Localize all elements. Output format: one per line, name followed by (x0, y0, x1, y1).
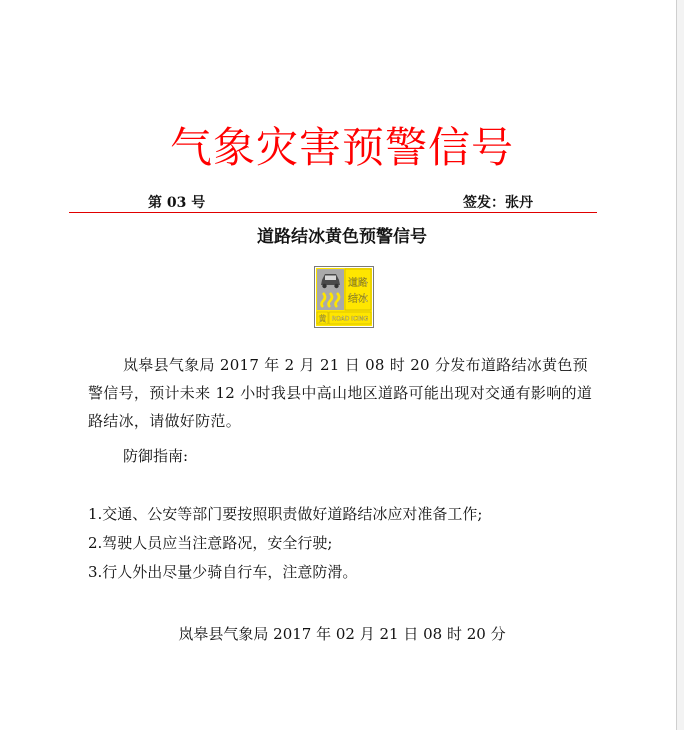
guide-item: 3.行人外出尽量少骑自行车，注意防滑。 (88, 563, 358, 581)
document-signer: 签发：张丹 (463, 195, 533, 211)
icon-label-mid: 结冰 (348, 294, 368, 305)
road-icing-yellow-icon (314, 266, 374, 328)
document-number: 第 03 号 (148, 195, 206, 211)
guide-label: 防御指南: (123, 447, 189, 465)
footer-signature: 岚皋县气象局 2017 年 02 月 21 日 08 时 20 分 (178, 625, 506, 643)
icon-label-top: 道路 (348, 278, 368, 289)
guide-list (88, 500, 482, 587)
warning-paragraph: 岚皋县气象局 2017 年 2 月 21 日 08 时 20 分发布道路结冰黄色预警信号，预计未来 12 小时我县中高山地区道路可能出现对交通有影响的道路结冰，请做好防范。 (88, 356, 593, 430)
icon-label-en: ROAD ICING (331, 315, 369, 323)
header-divider (69, 212, 597, 213)
guide-item: 2.驾驶人员应当注意路况，安全行驶; (88, 534, 333, 552)
scroll-gutter (677, 0, 684, 730)
signal-title: 道路结冰黄色预警信号 (257, 227, 427, 247)
icon-label-yellow: 黄 (318, 314, 327, 324)
guide-item: 1.交通、公安等部门要按照职责做好道路结冰应对准备工作; (88, 505, 483, 523)
document-title: 气象灾害预警信号 (169, 123, 514, 172)
